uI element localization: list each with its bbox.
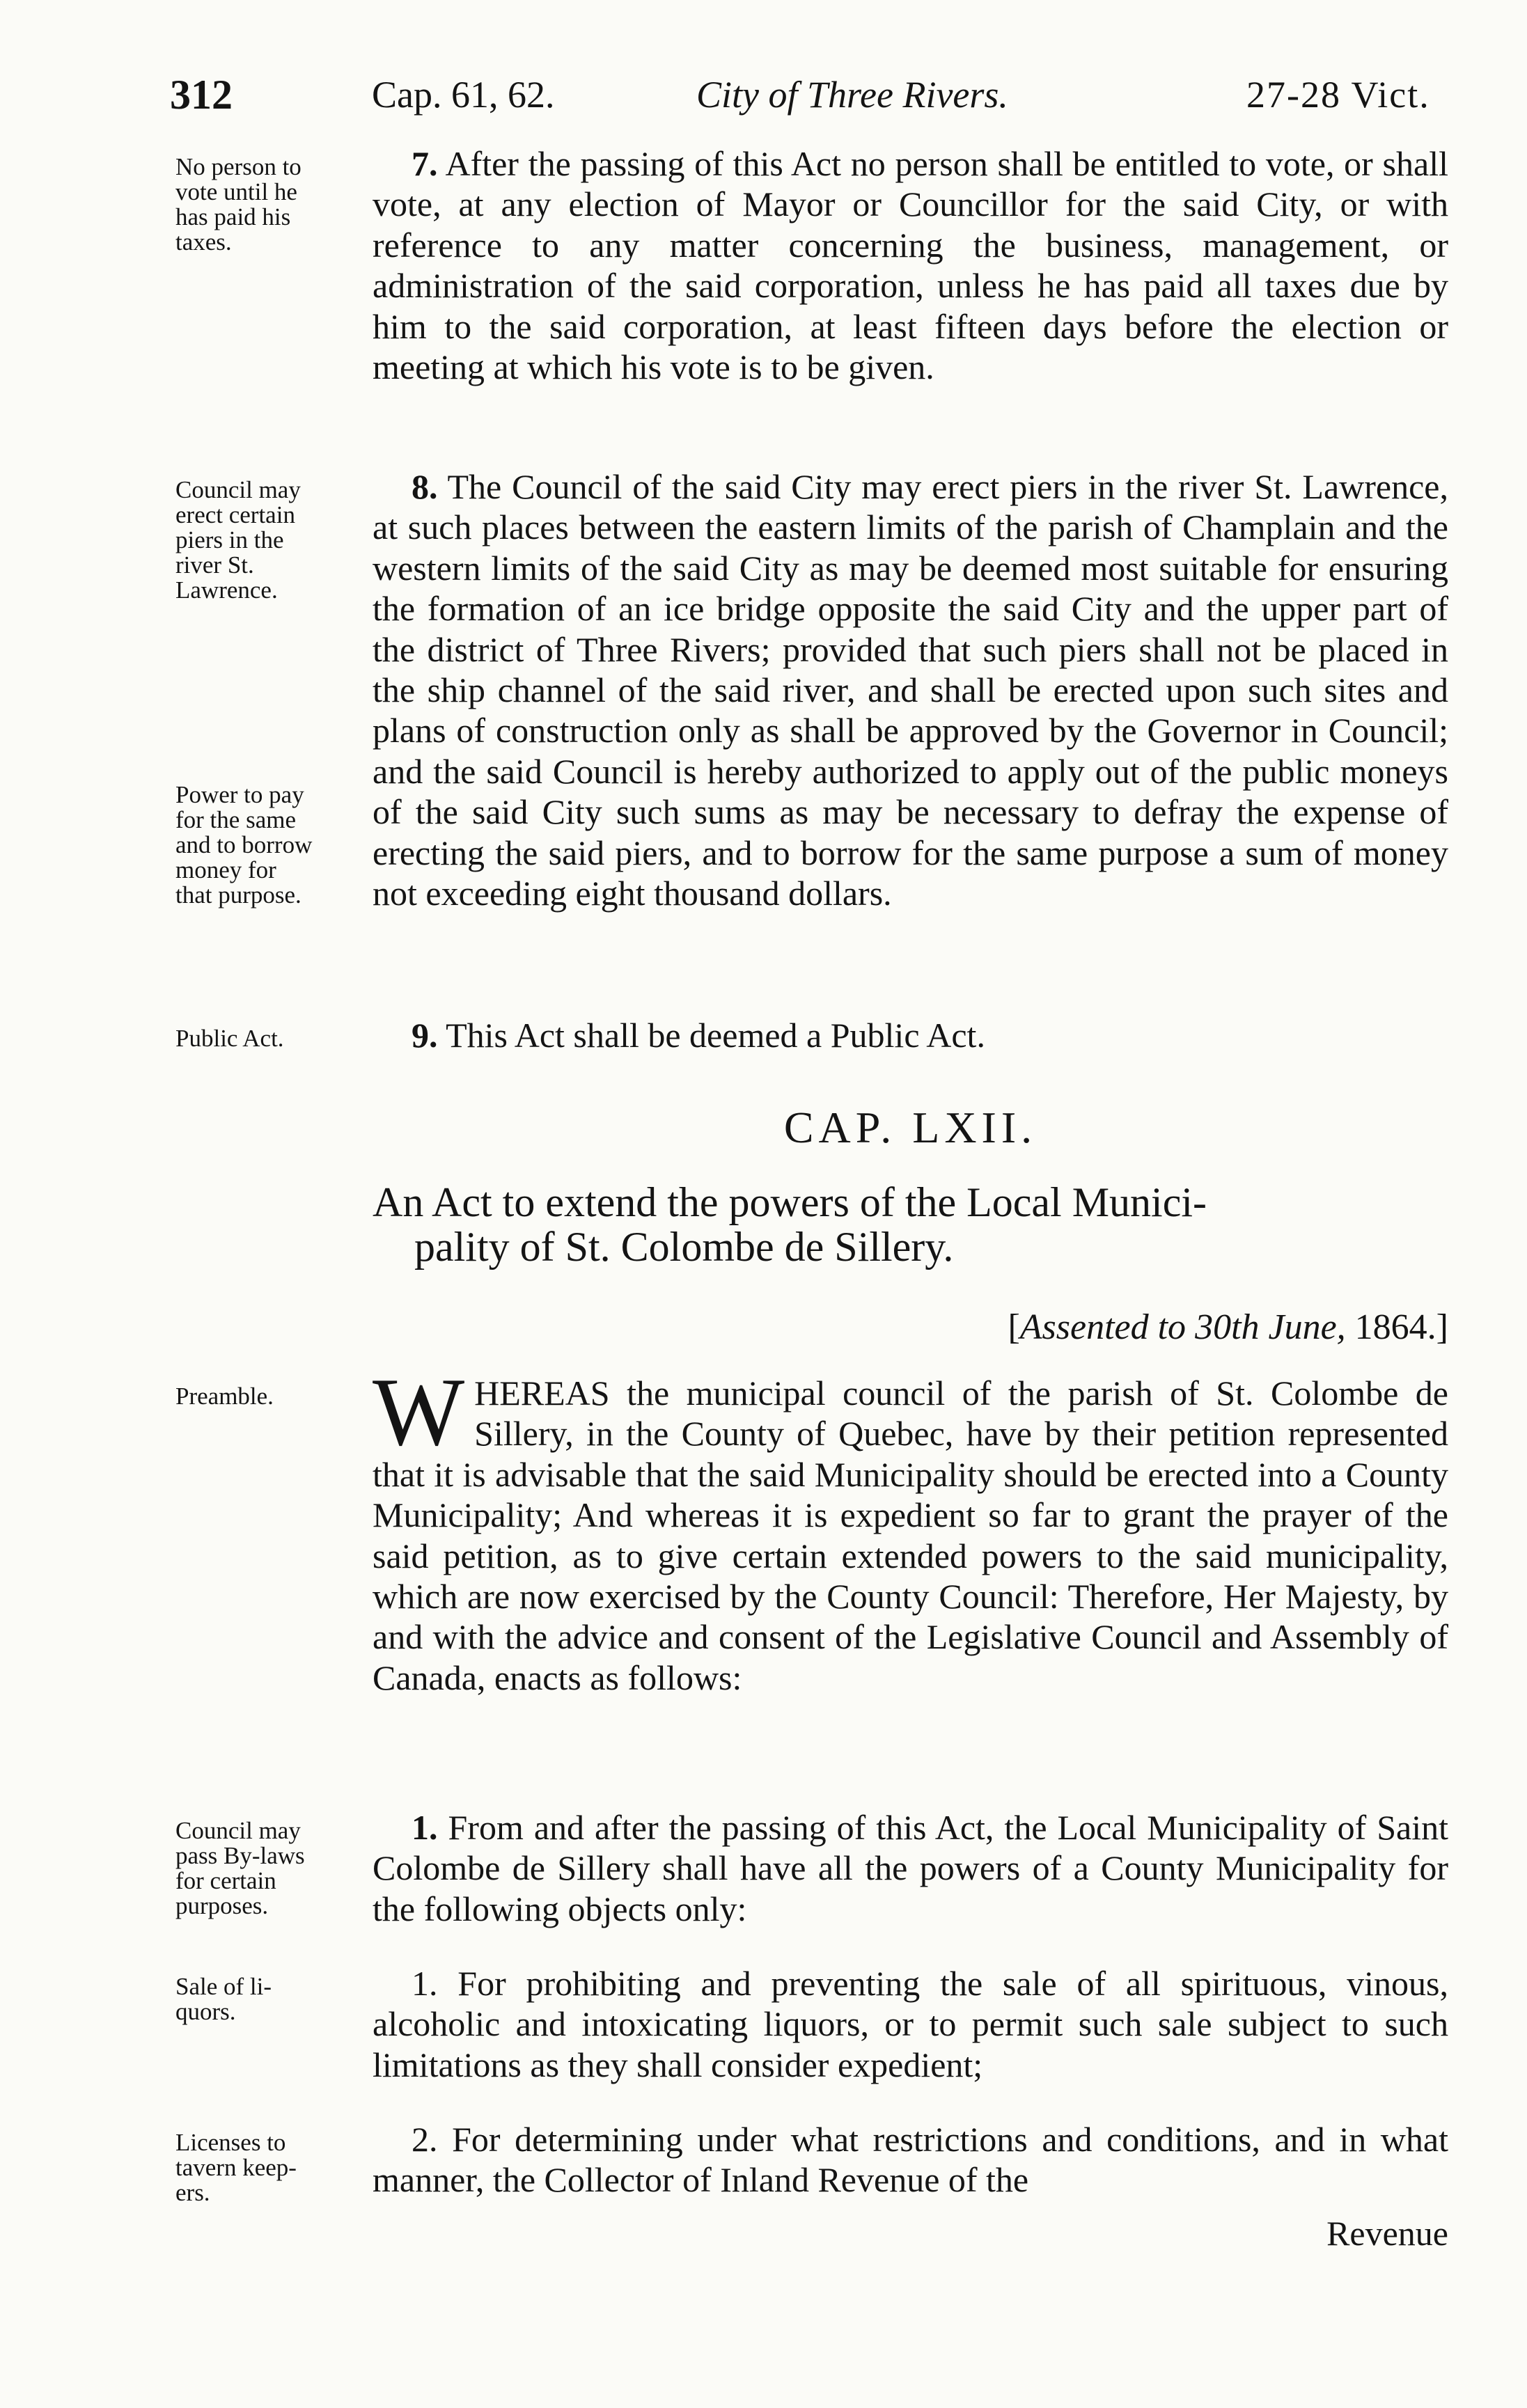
margin-note-section-7: No person to vote until he has paid his taxes. xyxy=(175,153,302,255)
preamble xyxy=(373,1358,1448,1698)
section-number: 7. xyxy=(412,144,438,183)
item-number: 2. xyxy=(412,2120,438,2159)
act-title xyxy=(373,1180,1448,1269)
item-1 xyxy=(373,1963,1448,2085)
section-text: After the passing of this Act no person shall be entitled to vote, or shall vote, at any election of Mayor or Councillor for the said City, or with reference to any matter concerning the business, management, or administration of the said corporation, unless he has paid all taxes due by him to the said corporation, at least fifteen days before the election or meeting at which his vote is to be given. xyxy=(373,144,1448,387)
margin-note-section-8: Council may erect certain piers in the river St. Lawrence. xyxy=(175,476,301,604)
running-title: City of Three Rivers. xyxy=(696,74,1008,116)
section-text: From and after the passing of this Act, the Local Municipality of Saint Colombe de Sillery shall have all the powers of a County Municipality for the following objects only: xyxy=(373,1808,1449,1928)
section-number: 8. xyxy=(412,467,438,506)
section-7 xyxy=(373,143,1448,387)
margin-note-sale-of-liquors: Sale of li- quors. xyxy=(175,1973,272,2025)
preamble-text: HEREAS the municipal council of the parish of St. Colombe de Sillery, in the County of Quebec, have by their petition represented that it is advisable that the said Municipality should be erected into a County Municipality; And whereas it is expedient so far to grant the prayer of the said petition, as to give certain extended powers to the said municipality, which are now exercised by the County Council: Therefore, Her Majesty, by and with the advice and consent of the Legislative Council and Assembly of Canada, enacts as follows: xyxy=(373,1374,1448,1697)
section-9 xyxy=(373,1015,1448,1055)
section-number: 9. xyxy=(412,1016,438,1055)
act-title-line-2: pality of St. Colombe de Sillery. xyxy=(414,1224,954,1270)
item-number: 1. xyxy=(412,1964,438,2003)
item-text: For determining under what restrictions and conditions, and in what manner, the Collector of Inland Revenue of the xyxy=(373,2120,1448,2200)
margin-note-section-8-borrow: Power to pay for the same and to borrow money for that purpose. xyxy=(175,781,313,908)
section-number: 1. xyxy=(412,1808,438,1847)
margin-note-preamble: Preamble. xyxy=(175,1383,274,1410)
chapter-heading: CAP. LXII. xyxy=(783,1103,1037,1152)
section-1 xyxy=(373,1807,1448,1929)
margin-note-section-9: Public Act. xyxy=(175,1025,284,1052)
section-text: The Council of the said City may erect piers in the river St. Lawrence, at such places between the eastern limits of the parish of Champlain and the western limits of the said City as may be deemed most suitable for ensuring the formation of an ice bridge opposite the said City and the upper part of the district of Three Rivers; provided that such piers shall not be placed in the ship channel of the said river, and shall be erected upon such sites and plans of construction only as shall be approved by the Governor in Council; and the said Council is hereby authorized to apply out of the public moneys of the said City such sums as may be necessary to defray the expense of erecting the said piers, and to borrow for the same purpose a sum of money not exceeding eight thousand dollars. xyxy=(373,467,1448,913)
section-text: This Act shall be deemed a Public Act. xyxy=(446,1016,985,1055)
margin-note-licenses: Licenses to tavern keep- ers. xyxy=(175,2129,297,2206)
chapter-reference: Cap. 61, 62. xyxy=(372,74,555,116)
page-number: 312 xyxy=(170,72,233,118)
regnal-year: 27-28 Vict. xyxy=(1246,74,1430,116)
margin-note-section-1: Council may pass By-laws for certain purposes. xyxy=(175,1817,305,1919)
section-8 xyxy=(373,466,1448,913)
item-2 xyxy=(373,2119,1448,2201)
assent-date: [Assented to 30th June, 1864.] xyxy=(1008,1307,1448,1347)
catchword: Revenue xyxy=(1326,2214,1448,2253)
item-text: For prohibiting and preventing the sale of all spirituous, vinous, alcoholic and intoxicating liquors, or to permit such sale subject to such limitations as they shall consider expedient; xyxy=(373,1964,1448,2084)
act-title-line-1: An Act to extend the powers of the Local Munici- xyxy=(373,1179,1207,1225)
drop-cap: W xyxy=(373,1358,465,1466)
